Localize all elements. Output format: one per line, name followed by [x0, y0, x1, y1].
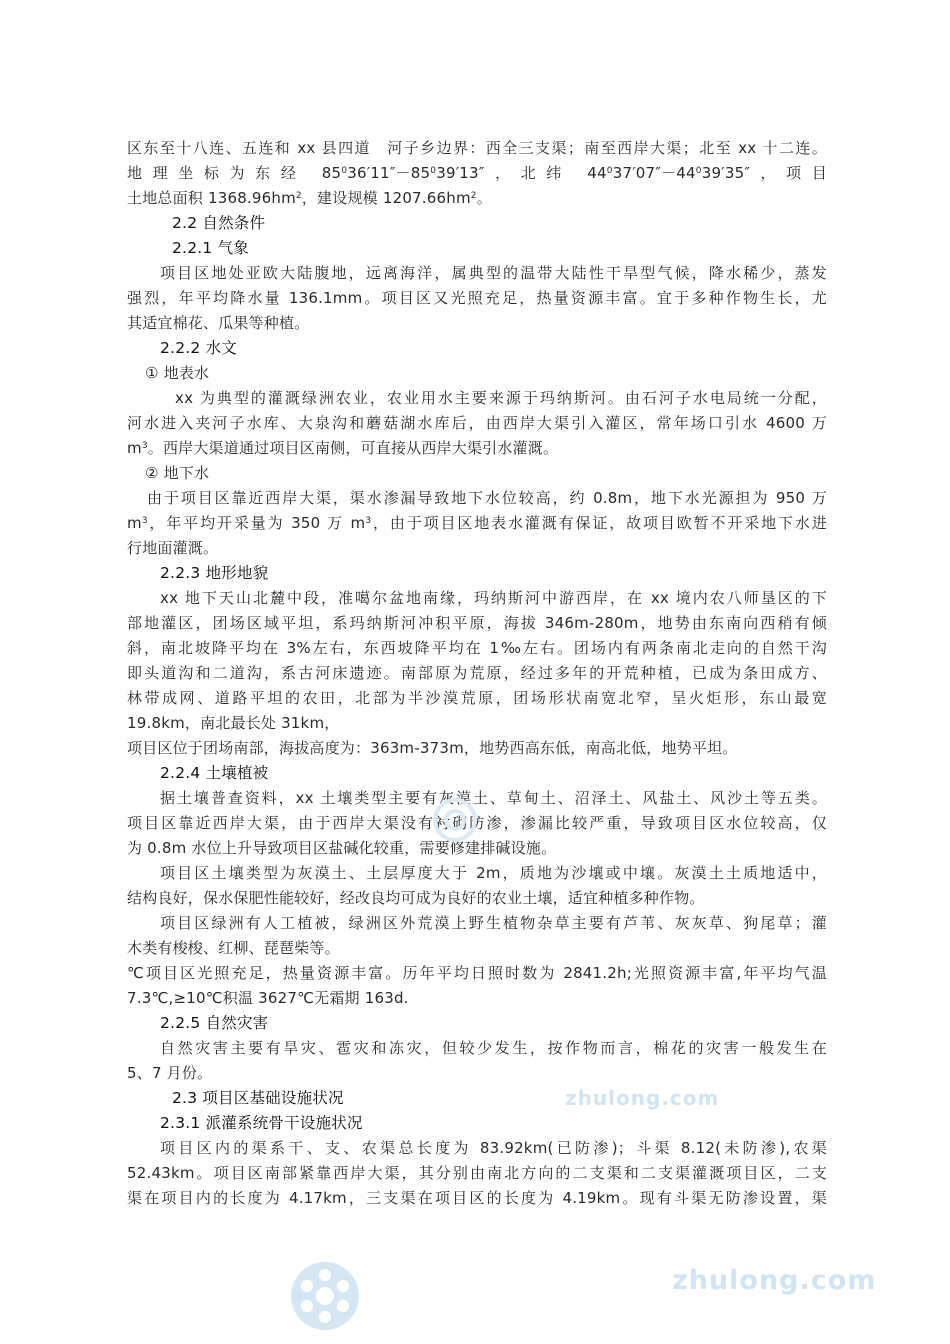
body-text-line: 斜，南北坡降平均在 3%左右，东西坡降平均在 1‰左右。团场内有两条南北走向的自然干沟	[127, 639, 827, 657]
body-text-line: ℃项目区光照充足，热量资源丰富。历年平均日照时数为 2841.2h;光照资源丰富,年平均气温	[127, 964, 827, 982]
volume-line: $m^3$。西岸大渠道通过项目区南侧，可直接从西岸大渠引水灌溉。	[127, 439, 559, 457]
body-text-line: xx 为典型的灌溉绿洲农业，农业用水主要来源于玛纳斯河。由石河子水电局统一分配，	[175, 389, 827, 407]
body-text-line: 木类有梭梭、红柳、琵琶柴等。	[127, 939, 340, 957]
body-text-line: 林带成网、道路平坦的农田，北部为半沙漠荒原，团场形状南宽北窄，呈火炬形，东山最宽	[127, 689, 827, 707]
subsection-heading: 2.2.5 自然灾害	[160, 1014, 269, 1032]
section-heading: 2.3 项目区基础设施状况	[172, 1089, 344, 1107]
list-label: ② 地下水	[145, 464, 210, 482]
body-text-line: 项目区靠近西岸大渠，由于西岸大渠没有衬砌防渗，渗漏比较严重，导致项目区水位较高，仅	[127, 814, 827, 832]
body-text-line: 即头道沟和二道沟，系古河床遗迹。南部原为荒原，经过多年的开荒种植，已成为条田成方、	[127, 664, 827, 682]
body-text-line: 7.3℃,≥10℃积温 3627℃无霜期 163d.	[127, 989, 409, 1007]
body-text-line: 渠在项目内的长度为 4.17km，三支渠在项目区的长度为 4.19km。现有斗渠无防渗设置，渠	[127, 1189, 827, 1207]
subsection-heading: 2.2.4 土壤植被	[160, 764, 269, 782]
list-label: ① 地表水	[145, 364, 210, 382]
body-text-line: 据土壤普查资料，xx 土壤类型主要有灰漠土、草甸土、沼泽土、风盐土、风沙土等五类。	[160, 789, 827, 807]
body-text-line: 52.43km。项目区南部紧靠西岸大渠，其分别由南北方向的二支渠和二支渠灌溉项目区，二支	[127, 1164, 827, 1182]
watermark-logo-icon	[425, 790, 485, 850]
volume-line: $m^3$，年平均开采量为 350 万 $m^3$，由于项目区地表水灌溉有保证，故项目欧暂不开采地下水进	[127, 514, 827, 532]
watermark-text: zhulong.com	[672, 1265, 877, 1296]
body-text-line: 5、7 月份。	[127, 1064, 213, 1082]
area-line: 土地总面积 $1368.96hm^2$，建设规模 $1207.66hm^2$。	[127, 189, 492, 207]
body-text-line: 河水进入夹河子水库、大泉沟和蘑菇湖水库后，由西岸大渠引入灌区，常年场口引水 4600 万	[127, 414, 827, 432]
coordinates-line: 地理坐标为东经 $85^036'11''-85^039'13''$，北纬 $44^037'07''-44^039'35''$，项目	[127, 164, 827, 182]
body-text-line: 为 0.8m 水位上升导致项目区盐碱化较重，需要修建排碱设施。	[127, 839, 557, 857]
body-text-line: 自然灾害主要有旱灾、雹灾和冻灾，但较少发生，按作物而言，棉花的灾害一般发生在	[160, 1039, 827, 1057]
subsection-heading: 2.2.3 地形地貌	[160, 564, 269, 582]
subsection-heading: 2.2.2 水文	[160, 339, 237, 357]
section-heading: 2.2 自然条件	[172, 214, 266, 232]
body-text-line: 19.8km，南北最长处 31km，	[127, 714, 340, 732]
body-text-line: 结构良好，保水保肥性能较好，经改良均可成为良好的农业土壤，适宜种植多种作物。	[127, 889, 705, 907]
body-text-line: 项目区土壤类型为灰漠土、土层厚度大于 2m，质地为沙壤或中壤。灰漠土土质地适中，	[160, 864, 827, 882]
body-text-line: 项目区地处亚欧大陆腹地，远离海洋，属典型的温带大陆性干旱型气候，降水稀少，蒸发	[160, 264, 827, 282]
body-text-line: 项目区绿洲有人工植被，绿洲区外荒漠上野生植物杂草主要有芦苇、灰灰草、狗尾草；灌	[160, 914, 827, 932]
watermark-text: zhulong.com	[565, 1086, 720, 1110]
body-text-line: 强烈，年平均降水量 136.1mm。项目区又光照充足，热量资源丰富。宜于多种作物生长，尤	[127, 289, 827, 307]
body-text-line: 部地灌区，团场区域平坦，系玛纳斯河冲积平原，海拔 346m-280m，地势由东南向西稍有倾	[127, 614, 827, 632]
body-text-line: 区东至十八连、五连和 xx 县四道 河子乡边界：西全三支渠；南至西岸大渠；北至 xx 十二连。	[127, 139, 827, 157]
subsection-heading: 2.3.1 派灌系统骨干设施状况	[160, 1114, 363, 1132]
body-text-line: 项目区位于团场南部，海拔高度为：363m-373m，地势西高东低，南高北低，地势平坦。	[127, 739, 738, 757]
body-text-line: 行地面灌溉。	[127, 539, 219, 557]
body-text-line: 项目区内的渠系干、支、农渠总长度为 83.92km(已防渗)；斗渠 8.12(未防渗),农渠	[160, 1139, 827, 1157]
body-text-line: xx 地下天山北麓中段，准噶尔盆地南缘，玛纳斯河中游西岸，在 xx 境内农八师垦区的下	[160, 589, 827, 607]
subsection-heading: 2.2.1 气象	[172, 239, 249, 257]
body-text-line: 其适宜棉花、瓜果等种植。	[127, 314, 310, 332]
snowflake-logo-icon	[287, 1258, 363, 1334]
body-text-line: 由于项目区靠近西岸大渠，渠水渗漏导致地下水位较高，约 0.8m，地下水光源担为 950 万	[147, 489, 827, 507]
